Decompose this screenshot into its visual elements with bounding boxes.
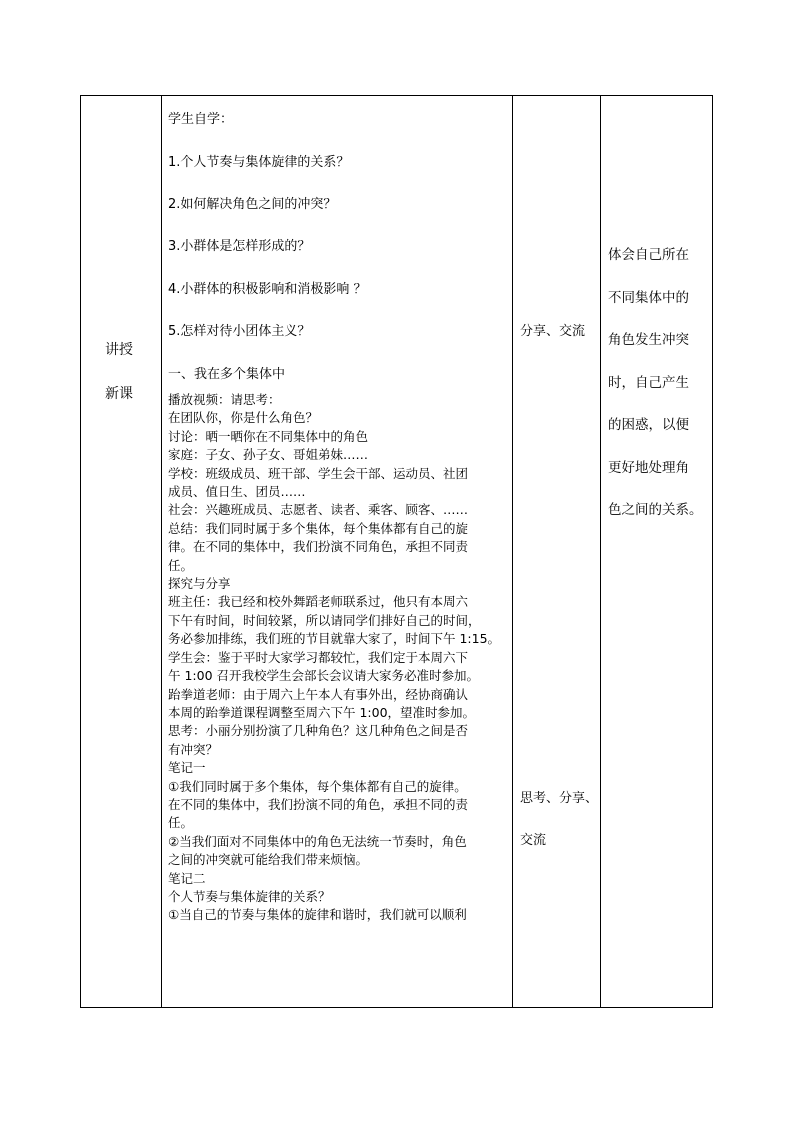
section-label-cell (81, 96, 161, 1007)
content-line: ①我们同时属于多个集体，每个集体都有自己的旋律。 (168, 778, 467, 794)
content-line: 班主任：我已经和校外舞蹈老师联系过，他只有本周六 (168, 594, 469, 610)
lesson-table (80, 95, 713, 1008)
teaching-content-cell (161, 96, 512, 1007)
content-line: 个人节奏与集体旋律的关系？ (168, 888, 331, 904)
content-line: 任。 (168, 815, 194, 831)
content-line: 笔记二 (168, 870, 206, 886)
content-line: 学生会：鉴于平时大家学习都较忙，我们定于本周六下 (168, 649, 469, 665)
activity-text: 分享、交流 (520, 324, 586, 339)
self-study-title: 学生自学： (168, 112, 234, 127)
content-line: 下午有时间，时间较紧，所以请同学们排好自己的时间， (168, 612, 481, 628)
section-label-line: 讲授 (105, 342, 133, 358)
content-body (168, 391, 508, 925)
content-line: 家庭：子女、孙子女、哥姐弟妹…… (168, 447, 369, 463)
section-label-line: 新课 (105, 386, 133, 402)
intent-line: 色之间的关系。 (608, 502, 703, 518)
content-line: 之间的冲突就可能给我们带来烦恼。 (168, 852, 369, 868)
activity-text: 思考、分享、 (520, 791, 599, 806)
question-item: 4.小群体的积极影响和消极影响 ？ (168, 282, 367, 297)
design-intent-text (608, 234, 703, 532)
content-line: ①当自己的节奏与集体的旋律和谐时，我们就可以顺利 (168, 907, 467, 923)
content-line: 思考：小丽分别扮演了几种角色？这几种角色之间是否 (168, 723, 469, 739)
content-line: 本周的跆拳道课程调整至周六下午 1:00，望准时参加。 (168, 704, 476, 720)
question-item: 1.个人节奏与集体旋律的关系？ (168, 155, 350, 170)
intent-line: 角色发生冲突 (608, 332, 689, 348)
intent-line: 体会自己所在 (608, 247, 689, 263)
content-line: 任。 (168, 557, 194, 573)
design-intent-cell (600, 96, 714, 1007)
question-item: 2.如何解决角色之间的冲突？ (168, 197, 337, 212)
content-line: 笔记一 (168, 760, 206, 776)
question-item: 5.怎样对待小团体主义？ (168, 324, 311, 339)
student-activity-cell (512, 96, 600, 1007)
content-line: 跆拳道老师：由于周六上午本人有事外出，经协商确认 (168, 686, 469, 702)
content-line: 成员、值日生、团员…… (168, 484, 306, 500)
content-line: 播放视频：请思考： (168, 392, 281, 407)
content-line: 在不同的集体中，我们扮演不同的角色，承担不同的责 (168, 796, 469, 812)
intent-line: 更好地处理角 (608, 459, 689, 476)
intent-line: 时，自己产生 (608, 374, 689, 391)
content-line: 总结：我们同时属于多个集体，每个集体都有自己的旋 (168, 520, 469, 536)
content-line: 学校：班级成员、班干部、学生会干部、运动员、社团 (168, 465, 469, 481)
content-line: 探究与分享 (168, 576, 231, 592)
content-line: 务必参加排练，我们班的节目就靠大家了，时间下午 1:15。 (168, 631, 501, 647)
content-line: 社会：兴趣班成员、志愿者、读者、乘客、顾客、…… (168, 502, 469, 518)
intent-line: 的困惑，以便 (608, 417, 689, 433)
content-line: 午 1:00 召开我校学生会部长会议请大家务必准时参加。 (168, 668, 480, 684)
question-item: 3.小群体是怎样形成的？ (168, 239, 311, 254)
content-line: 有冲突？ (168, 741, 219, 757)
activity-text: 交流 (520, 833, 547, 848)
intent-line: 不同集体中的 (608, 289, 689, 306)
content-line: 讨论：晒一晒你在不同集体中的角色 (168, 428, 369, 444)
content-line: ②当我们面对不同集体中的角色无法统一节奏时，角色 (168, 833, 467, 849)
content-line: 律。在不同的集体中，我们扮演不同角色，承担不同责 (168, 539, 469, 555)
content-line: 在团队你，你是什么角色？ (168, 410, 319, 426)
section-heading: 一、我在多个集体中 (168, 367, 286, 382)
